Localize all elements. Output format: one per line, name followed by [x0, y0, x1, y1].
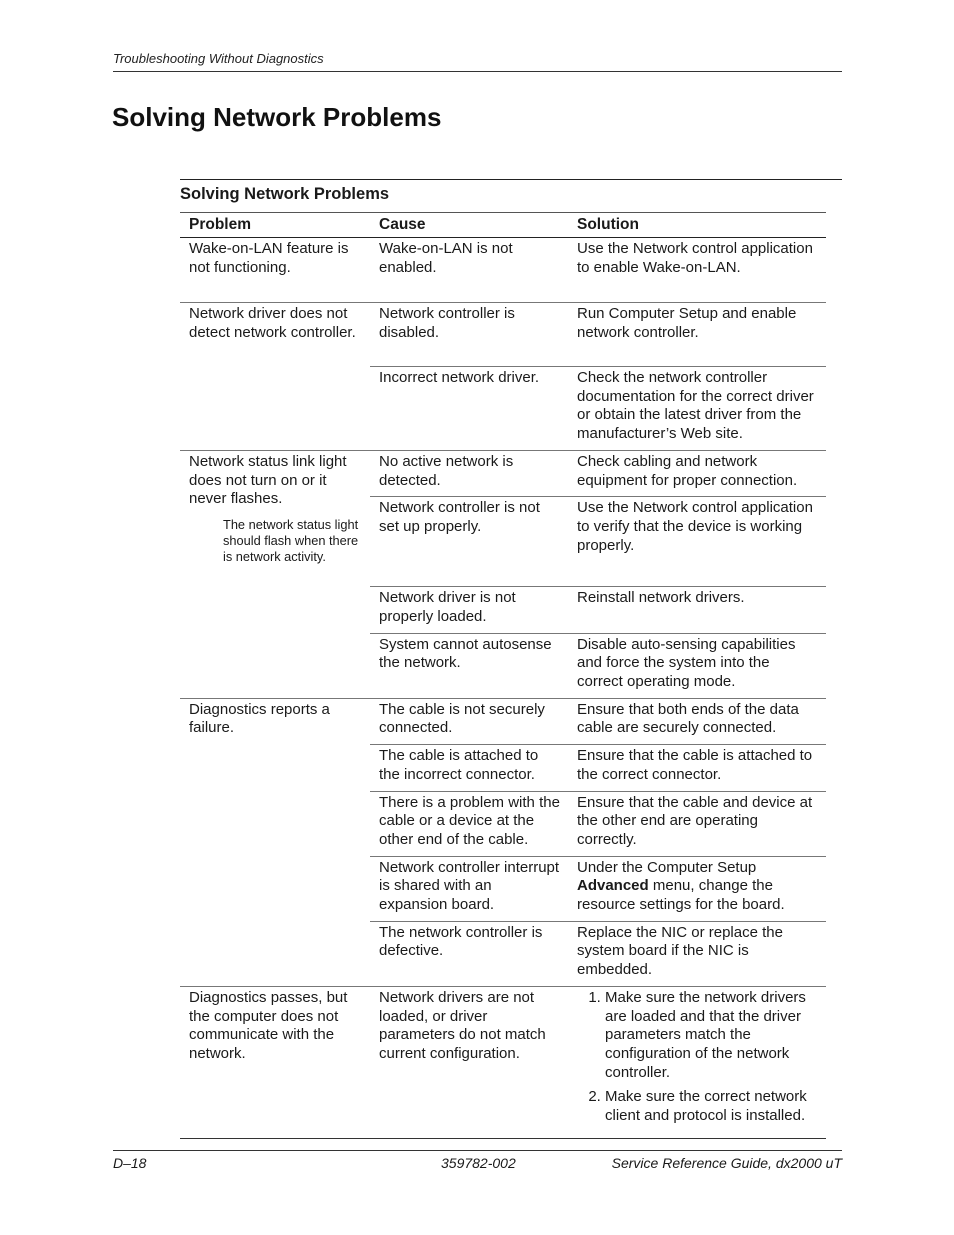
solution-step: 2. Make sure the correct network client and protocol is installed. — [605, 1088, 818, 1125]
problem-cell — [180, 450, 370, 698]
table-header-row — [180, 213, 826, 238]
cause-cell: The cable is attached to the incorrect connector. — [370, 745, 568, 791]
network-problems-table — [180, 179, 842, 1139]
problem-note: The network status light should flash when there is network activity. — [223, 516, 359, 564]
cause-cell: Wake-on-LAN is not enabled. — [379, 240, 513, 276]
table-row — [180, 986, 826, 1137]
cause-cell: Network controller is not set up properly. — [370, 497, 568, 587]
document-number: 359782-002 — [441, 1155, 516, 1171]
solution-text-pre: Under the Computer Setup — [577, 858, 757, 876]
solution-cell — [568, 856, 826, 921]
solution-cell: Check the network controller documentation for the correct driver or obtain the latest driver from the manufacturer’s Web site. — [568, 367, 826, 451]
table-row — [180, 698, 826, 744]
cause-cell: Network controller interrupt is shared with an expansion board. — [370, 856, 568, 921]
header-rule — [113, 71, 842, 72]
troubleshooting-table — [180, 212, 826, 1138]
table-row — [180, 303, 826, 367]
solution-cell: Use the Network control application to verify that the device is working properly. — [568, 497, 826, 587]
advanced-menu-name: Advanced — [577, 877, 649, 895]
table-row — [180, 238, 826, 303]
problem-text: Network status link light does not turn on or it never flashes. — [189, 452, 347, 508]
page-title: Solving Network Problems — [112, 102, 442, 132]
table-caption: Solving Network Problems — [180, 185, 390, 203]
solution-step: 1. Make sure the network drivers are loaded and that the driver parameters match the configuration of the network controller. — [605, 989, 818, 1083]
solution-cell — [568, 986, 826, 1137]
solution-cell: Replace the NIC or replace the system board if the NIC is embedded. — [568, 921, 826, 986]
cause-cell: The network controller is defective. — [370, 921, 568, 986]
cause-cell: Network controller is disabled. — [370, 303, 568, 367]
solution-cell: Reinstall network drivers. — [568, 587, 826, 633]
solution-cell: Ensure that the cable is attached to the correct connector. — [568, 745, 826, 791]
cause-cell: Network drivers are not loaded, or driver parameters do not match current configuration. — [370, 986, 568, 1137]
solution-cell: Use the Network control application to enable Wake-on-LAN. — [577, 240, 813, 276]
solution-cell: Run Computer Setup and enable network controller. — [568, 303, 826, 367]
cause-cell: Network driver is not properly loaded. — [370, 587, 568, 633]
column-header-problem: Problem — [180, 213, 370, 238]
cause-cell: There is a problem with the cable or a device at the other end of the cable. — [370, 791, 568, 856]
cause-cell: No active network is detected. — [370, 450, 568, 496]
table-bottom-rule — [180, 1138, 826, 1139]
running-head: Troubleshooting Without Diagnostics — [113, 51, 324, 66]
footer-rule — [113, 1150, 842, 1151]
cause-cell: Incorrect network driver. — [370, 367, 568, 451]
column-header-solution: Solution — [568, 213, 826, 238]
table-row — [180, 450, 826, 496]
problem-cell: Network driver does not detect network controller. — [180, 303, 370, 451]
document-title: Service Reference Guide, dx2000 uT — [611, 1155, 842, 1171]
solution-text-post: menu, change the resource settings for the board. — [577, 877, 785, 914]
column-header-cause: Cause — [370, 213, 568, 238]
solution-steps — [577, 989, 818, 1126]
solution-cell: Ensure that both ends of the data cable are securely connected. — [568, 698, 826, 744]
problem-cell: Diagnostics passes, but the computer does not communicate with the network. — [180, 986, 370, 1137]
table-top-rule — [180, 179, 842, 180]
solution-cell: Disable auto-sensing capabilities and force the system into the correct operating mode. — [568, 633, 826, 698]
problem-cell: Wake-on-LAN feature is not functioning. — [189, 240, 349, 276]
problem-cell: Diagnostics reports a failure. — [180, 698, 370, 986]
solution-cell: Ensure that the cable and device at the other end are operating correctly. — [568, 791, 826, 856]
cause-cell: System cannot autosense the network. — [370, 633, 568, 698]
cause-cell: The cable is not securely connected. — [370, 698, 568, 744]
solution-cell: Check cabling and network equipment for proper connection. — [568, 450, 826, 496]
page-number: D–18 — [113, 1155, 147, 1171]
